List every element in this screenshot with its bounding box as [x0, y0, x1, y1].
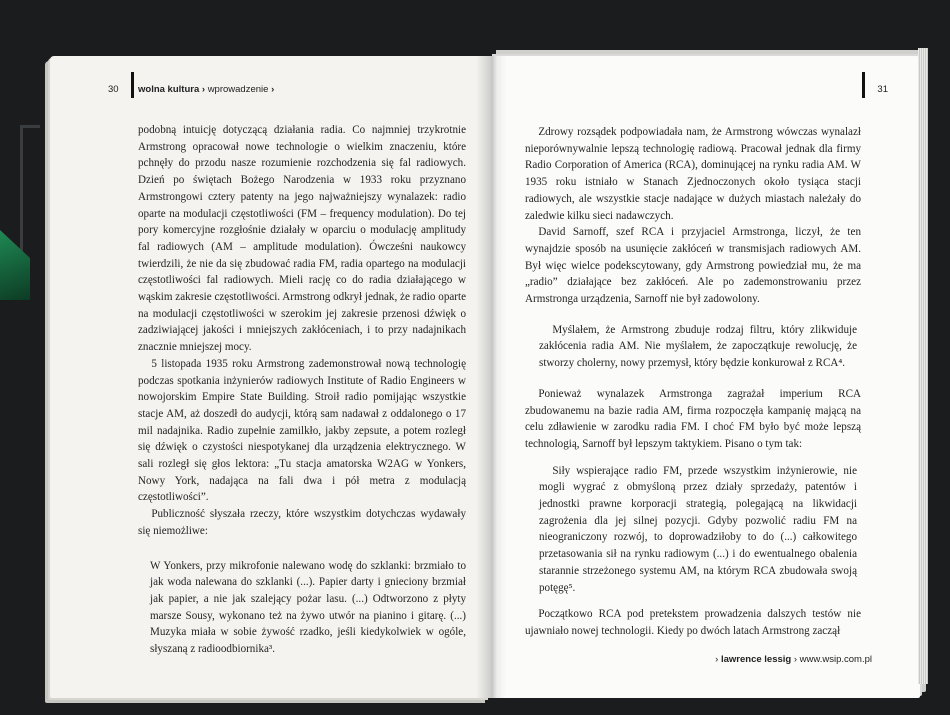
footer-author: lawrence lessig [720, 654, 792, 665]
left-header [108, 84, 275, 95]
footer-chevron-icon: › [793, 654, 800, 665]
paragraph: David Sarnoff, szef RCA i przyjaciel Armstronga, liczył, że ten wynajdzie sposób na usunięcie zakłóceń w transmisjach radiowych AM. Był więc wielce podekscytowany, gdy Armstrong powiedział mu, że ma „radio” działające bez zakłóceń. Ale po zademonstrowaniu przez Armstronga urządzenia, Sarnoff nie był zadowolony. [525, 226, 861, 306]
footer-chevron-icon: › [715, 654, 721, 665]
paragraph: Publiczność słyszała rzeczy, które wszystkim dotychczas wydawały się niemożliwe: [138, 508, 466, 537]
book-gutter [476, 56, 506, 698]
header-chevron-icon: › [201, 84, 208, 95]
right-page-text [525, 124, 861, 640]
page-number-right: 31 [877, 84, 888, 95]
background-accent [0, 230, 30, 300]
header-rule-left [131, 72, 134, 98]
right-footer [715, 654, 872, 665]
header-chevron-icon: › [271, 84, 275, 95]
paragraph: 5 listopada 1935 roku Armstrong zademonstrował nową technologię podczas spotkania inżynierów radiowych Institute of Radio Engineers w nowojorskim Empire State Building. Stroił radio pomijając wszystkie stacje AM, aż doszedł do audycji, którą sam nadawał z oddalonego o 17 mil nadajnika. Radio zupełnie zamilkło, jakby zepsute, a potem rozległ się dźwięk o czystości niespotykanej dla urządzenia elektrycznego. W sali rozległ się głos lektora: „Tu stacja amatorska W2AG w Yonkers, Nowy York, nadająca na fali dwa i pół metra z modulacją częstotliwości”. [138, 357, 466, 504]
page-number-left: 30 [108, 84, 119, 95]
header-chapter: wprowadzenie [207, 84, 269, 95]
header-rule-right [862, 72, 865, 98]
paragraph: Zdrowy rozsądek podpowiadała nam, że Armstrong wówczas wynalazł nieporównywalnie lepszą technologię radiową. Pracował jednak dla firmy Radio Corporation of America (RCA), dominującej na rynku radia AM. W 1935 roku istniało w Stanach Zjednoczonych około tysiąca stacji radiowych, ale wszystkie stacje nadające w dużych miastach należały do zaledwie kilku sieci nadawczych. [525, 126, 861, 222]
block-quote: Siły wspierające radio FM, przede wszystkim inżynierowie, nie mogli wygrać z obmyśloną przez działy sprzedaży, patentów i jednostki prawne korporacji strategią, polegającą na likwidacji zagrożenia dla jej silnej pozycji. Gdyby pozwolić radiu FM na nieograniczony rozwój, to doprowadziłoby to do (...) całkowitego przetasowania sił na rynku radiowym (...) i do ewentualnego obalenia starannie strzeżonego systemu AM, na którym RCA zbudowała swoją potęgę⁵. [539, 464, 857, 594]
header-section: wolna kultura [138, 84, 200, 95]
page-block-right [918, 48, 928, 684]
block-quote: Myślałem, że Armstrong zbuduje rodzaj filtru, który zlikwiduje zakłócenia radia AM. Nie myślałem, że zapoczątkuje rewolucję, że stworzy cholerny, nowy przemysł, który będzie konkurował z RCA⁴. [539, 323, 857, 370]
paragraph: Ponieważ wynalazek Armstronga zagrażał imperium RCA zbudowanemu na bazie radia AM, firma rozpoczęła kampanię mającą na celu zdławienie w zarodku radia FM. I choć FM było być może lepszą technologią, Sarnoff był lepszym taktykiem. Pisano o tym tak: [525, 387, 861, 450]
paragraph: Początkowo RCA pod pretekstem prowadzenia dalszych testów nie ujawniało nowej technologii. Kiedy po dwóch latach Armstrong zaczął [525, 608, 861, 637]
left-page-text [138, 122, 466, 672]
right-header [877, 84, 888, 95]
block-quote: W Yonkers, przy mikrofonie nalewano wodę do szklanki: brzmiało to jak woda nalewana do szklanki (...). Papier darty i gnieciony brzmiał jak papier, a nie jak szalejący pożar lasu. (...) Odtworzono z płyty marsze Sousy, wykonano też na żywo utwór na pianino i gitarę. (...) Muzyka miała w sobie żywość rzadko, jeśli kiedykolwiek w ogóle, słyszaną z radioodbiornika³. [150, 559, 466, 656]
background-line [20, 125, 40, 128]
footer-url: www.wsip.com.pl [799, 654, 872, 665]
background-line [20, 125, 23, 255]
paragraph: podobną intuicję dotyczącą działania radia. Co najmniej trzykrotnie Armstrong opracował nowe technologie o wielkim znaczeniu, które pchnęły do przodu nasze rozumienie rozchodzenia się fal radiowych. Dzień po świętach Bożego Narodzenia w 1933 roku przyznano Armstrongowi cztery patenty na jego najważniejszy wynalazek: radio oparte na modulacji częstotliwości (FM – frequency modulation). Do tej pory komercyjne rozgłośnie działały w oparciu o modulację amplitudy fal radiowych (AM – amplitude modulation). Ówcześni naukowcy twierdzili, że nie da się zbudować radia FM, radia opartego na modulacji częstotliwości fal radiowych. Mieli rację co do radia działającego w wąskim zakresie częstotliwości. Armstrong odkrył jednak, że radio oparte na modulacji częstotliwości w szerokim jej zakresie przenosi dźwięk o zadziwiającej jakości i mniejszych zakłóceniach, i to przy nadajnikach znacznie mniejszej mocy. [138, 124, 466, 354]
